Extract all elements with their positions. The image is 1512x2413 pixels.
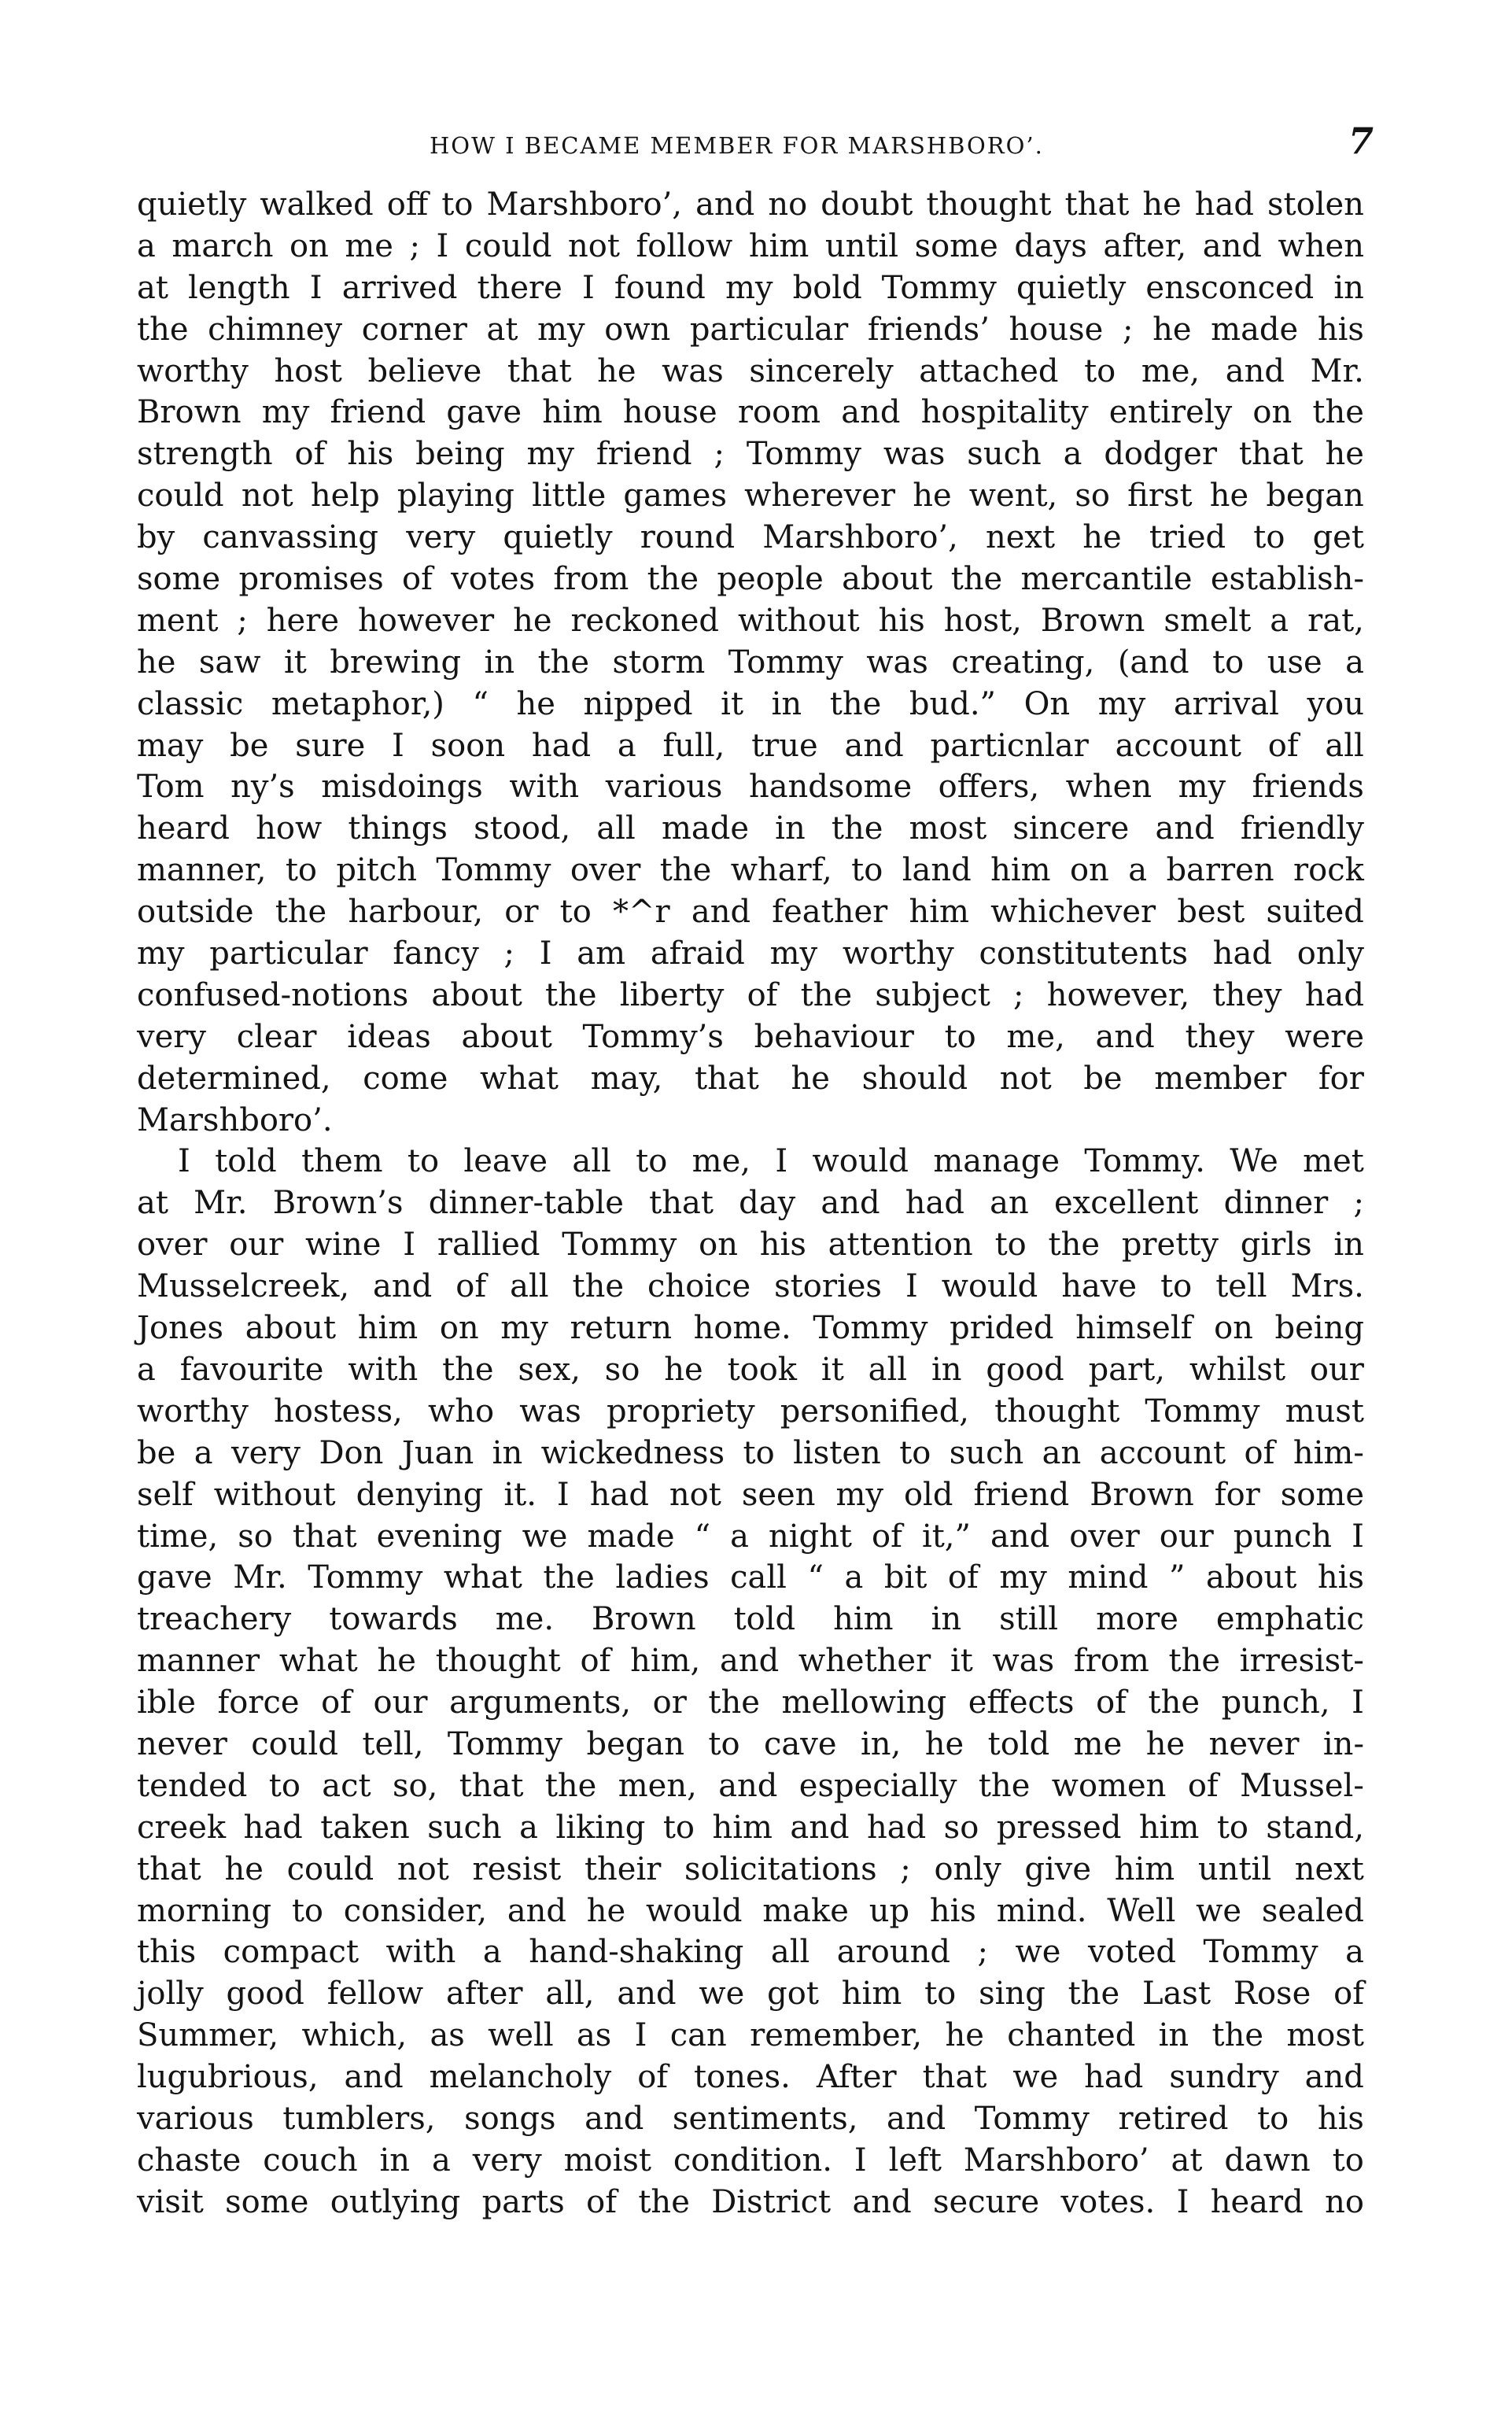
running-title: HOW I BECAME MEMBER FOR MARSHBORO’. [430,132,1044,159]
text-line: a march on me ; I could not follow him until some days after, and when [137,227,1364,264]
text-line: visit some outlying parts of the District and secure votes. I heard no [137,2183,1364,2220]
text-line: could not help playing little games wherever he went, so first he began [137,478,1364,515]
text-line: lugubrious, and melancholy of tones. After that we had sundry and [137,2059,1364,2096]
text-line: Tom ny’s misdoings with various handsome offers, when my friends [137,769,1364,806]
text-line: may be sure I soon had a full, true and particnlar account of all [137,727,1364,764]
text-line: manner, to pitch Tommy over the wharf, to land him on a barren rock [137,852,1364,889]
text-line: time, so that evening we made “ a night of it,” and over our punch I [137,1518,1364,1555]
text-line: chaste couch in a very moist condition. I left Marshboro’ at dawn to [137,2142,1364,2179]
text-line: morning to consider, and he would make up his mind. Well we sealed [137,1892,1364,1929]
text-line: some promises of votes from the people about the mercantile establish- [137,561,1364,598]
text-line: classic metaphor,) “ he nipped it in the bud.” On my arrival you [137,685,1364,722]
text-line: ible force of our arguments, or the mellowing effects of the punch, I [137,1684,1364,1721]
text-line: outside the harbour, or to *^r and feather him whichever best suited [137,894,1364,931]
text-line: jolly good fellow after all, and we got him to sing the Last Rose of [137,1976,1364,2013]
text-line: by canvassing very quietly round Marshboro’, next he tried to get [137,519,1364,556]
text-line: worthy host believe that he was sincerely attached to me, and Mr. [137,352,1364,389]
text-line: over our wine I rallied Tommy on his attention to the pretty girls in [137,1227,1364,1264]
text-line: very clear ideas about Tommy’s behaviour to me, and they were [137,1018,1364,1055]
text-line: strength of his being my friend ; Tommy was such a dodger that he [137,436,1364,473]
text-line: the chimney corner at my own particular friends’ house ; he made his [137,311,1364,348]
text-line: that he could not resist their solicitations ; only give him until next [137,1850,1364,1887]
text-line: manner what he thought of him, and whether it was from the irresist- [137,1643,1364,1680]
text-line: determined, come what may, that he should not be member for [137,1060,1364,1097]
text-line: Summer, which, as well as I can remember, he chanted in the most [137,2017,1364,2054]
text-line: I told them to leave all to me, I would manage Tommy. We met [178,1143,1364,1180]
text-line: gave Mr. Tommy what the ladies call “ a bit of my mind ” about his [137,1559,1364,1596]
text-line: Musselcreek, and of all the choice stories I would have to tell Mrs. [137,1268,1364,1305]
text-line: confused-notions about the liberty of the subject ; however, they had [137,976,1364,1013]
text-line: self without denying it. I had not seen my old friend Brown for some [137,1476,1364,1513]
text-line: never could tell, Tommy began to cave in, he told me he never in- [137,1725,1364,1762]
running-head [138,120,1374,173]
text-line: tended to act so, that the men, and especially the women of Mussel- [137,1767,1364,1804]
text-line: various tumblers, songs and sentiments, and Tommy retired to his [137,2100,1364,2137]
text-line: treachery towards me. Brown told him in still more emphatic [137,1601,1364,1638]
text-line: a favourite with the sex, so he took it all in good part, whilst our [137,1351,1364,1388]
page-number: 7 [1348,120,1374,162]
text-line: heard how things stood, all made in the most sincere and friendly [137,810,1364,847]
text-line: at length I arrived there I found my bold Tommy quietly ensconced in [137,269,1364,306]
text-line: Brown my friend gave him house room and hospitality entirely on the [137,394,1364,431]
text-line: be a very Don Juan in wickedness to listen to such an account of him- [137,1434,1364,1471]
text-line: this compact with a hand-shaking all around ; we voted Tommy a [137,1934,1364,1971]
text-line: Jones about him on my return home. Tommy prided himself on being [137,1310,1364,1347]
text-line: at Mr. Brown’s dinner-table that day and had an excellent dinner ; [137,1185,1364,1222]
text-line: quietly walked off to Marshboro’, and no doubt thought that he had stolen [137,186,1364,223]
text-line: my particular fancy ; I am afraid my worthy constitutents had only [137,935,1364,972]
text-line: creek had taken such a liking to him and had so pressed him to stand, [137,1809,1364,1846]
body-text [137,184,1364,2223]
text-line: worthy hostess, who was propriety personified, thought Tommy must [137,1393,1364,1430]
text-line: Marshboro’. [137,1101,333,1138]
text-line: he saw it brewing in the storm Tommy was creating, (and to use a [137,644,1364,681]
text-line: ment ; here however he reckoned without his host, Brown smelt a rat, [137,602,1364,639]
